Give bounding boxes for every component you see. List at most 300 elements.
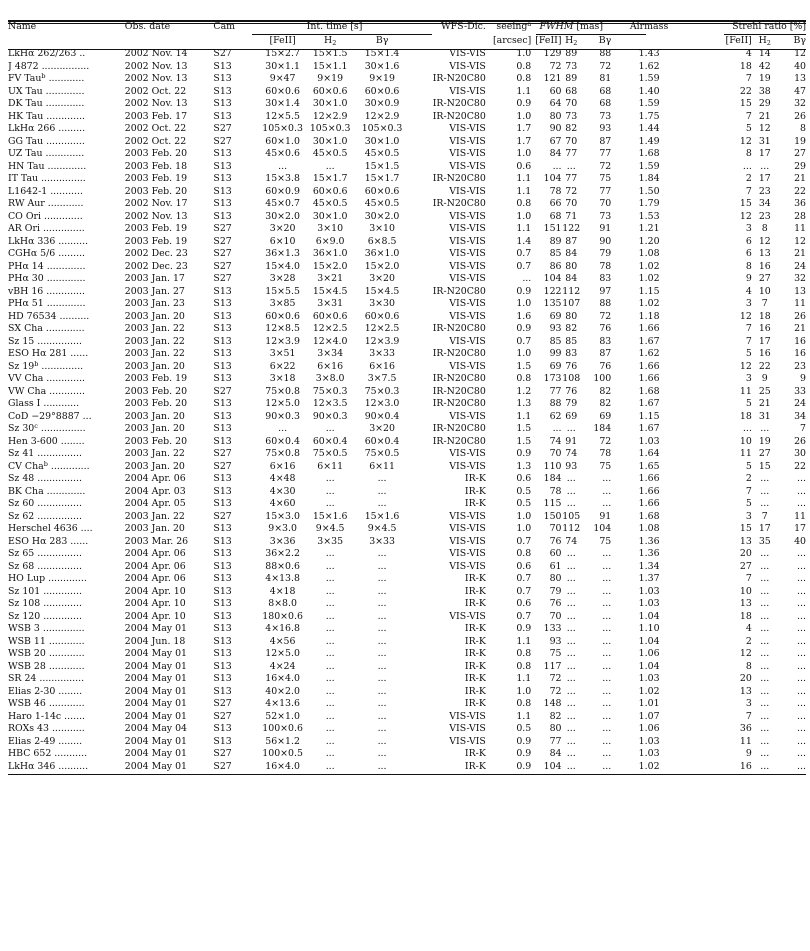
- cell-f2: ...: [566, 748, 576, 759]
- cell-f1: 79: [549, 585, 562, 597]
- table-row: [8, 436, 806, 449]
- cell-f3: 76: [599, 360, 612, 372]
- cell-t2: 60×0.6: [312, 310, 348, 322]
- cell-f3: 77: [599, 148, 612, 159]
- cell-seeing: 0.8: [516, 60, 532, 72]
- cell-t3: 30×1.0: [364, 135, 400, 147]
- cell-seeing: 0.6: [516, 560, 532, 572]
- cell-cam: S27: [213, 273, 232, 284]
- cell-f2: 74: [565, 448, 578, 459]
- cell-name: WSB 3 ..............: [8, 623, 85, 634]
- cell-name: ROXs 43 ...........: [8, 723, 85, 734]
- cell-f2: ...: [566, 585, 576, 597]
- cell-f3: 104: [593, 523, 612, 534]
- cell-date: 2004 May 01: [124, 623, 187, 634]
- cell-air: 1.68: [638, 385, 660, 397]
- cell-f1: 64: [549, 98, 562, 109]
- cell-s2: 17: [758, 523, 771, 534]
- cell-t1: 3×51: [269, 348, 296, 359]
- cell-t2: ...: [325, 623, 335, 634]
- cell-s2: 35: [758, 535, 771, 547]
- cell-t3: 75×0.3: [364, 385, 400, 397]
- int-time-underline: [252, 34, 432, 35]
- cell-s3: 23: [794, 360, 806, 372]
- table-row: [8, 73, 806, 86]
- cell-name: vBH 16 .............: [8, 285, 85, 297]
- cell-t1: 3×85: [269, 298, 296, 309]
- cell-f1: 76: [549, 535, 562, 547]
- cell-f2: 69: [565, 410, 578, 422]
- cell-cam: S13: [213, 623, 232, 634]
- cell-s1: 11: [739, 385, 752, 397]
- cell-s2: ...: [760, 760, 770, 772]
- cell-t2: 75×0.3: [312, 385, 348, 397]
- cell-t1: ...: [278, 423, 288, 434]
- cell-wfs: VIS-VIS: [449, 523, 486, 534]
- cell-air: 1.02: [638, 260, 660, 272]
- cell-cam: S13: [213, 685, 232, 697]
- cell-wfs: IR-K: [464, 760, 486, 772]
- cell-s2: 17: [758, 335, 771, 347]
- cell-s3: ...: [797, 648, 806, 659]
- cell-f2: ...: [566, 635, 576, 647]
- cell-t3: 3×33: [369, 535, 395, 547]
- cell-s3: 28: [794, 210, 806, 222]
- cell-t2: 15×1.7: [312, 173, 348, 184]
- table-bottom-rule: [8, 774, 806, 775]
- cell-date: 2003 Feb. 19: [124, 173, 188, 184]
- cell-name: FV Tau$^b$ ............: [8, 73, 85, 84]
- cell-t1: 60×0.6: [265, 310, 300, 322]
- table-row: [8, 448, 806, 461]
- table-row: [8, 586, 806, 599]
- cell-t3: 36×1.0: [364, 248, 400, 259]
- cell-f3: ...: [602, 735, 612, 747]
- table-row: [8, 473, 806, 486]
- cell-s2: ...: [760, 160, 770, 172]
- cell-s2: 12: [758, 123, 771, 134]
- cell-name: LkHα 262/263 ..: [8, 48, 86, 59]
- cell-f2: ...: [566, 485, 576, 497]
- table-row: [8, 361, 806, 374]
- cell-f1: 86: [549, 260, 562, 272]
- cell-air: 1.59: [638, 160, 660, 172]
- cell-f1: 80: [549, 723, 562, 734]
- cell-s2: 22: [758, 360, 771, 372]
- cell-s2: ...: [760, 548, 770, 559]
- cell-air: 1.03: [638, 735, 660, 747]
- cell-wfs: IR-K: [464, 585, 486, 597]
- cell-t2: 12×4.0: [312, 335, 348, 347]
- table-row: [8, 136, 806, 149]
- cell-s3: ...: [797, 585, 806, 597]
- cell-t3: ...: [377, 560, 387, 572]
- cell-s1: 2: [745, 635, 752, 647]
- cell-f3: 75: [599, 460, 612, 472]
- table-row: [8, 711, 806, 724]
- table-row: [8, 348, 806, 361]
- cell-air: 1.43: [638, 48, 660, 59]
- cell-cam: S13: [213, 310, 232, 322]
- table-row: [8, 498, 806, 511]
- cell-s2: ...: [760, 660, 770, 672]
- cell-s1: 12: [739, 360, 752, 372]
- cell-name: Haro 1-14c .......: [8, 710, 86, 722]
- cell-air: 1.01: [638, 698, 660, 709]
- cell-name: HO Lup .............: [8, 573, 87, 584]
- cell-s3: ...: [797, 698, 806, 709]
- cell-s1: 12: [739, 310, 752, 322]
- cell-s3: 34: [794, 410, 806, 422]
- cell-f3: 97: [599, 285, 612, 297]
- cell-t3: 6×8.5: [367, 235, 397, 247]
- cell-name: L1642-1 ...........: [8, 185, 83, 197]
- cell-s1: 7: [745, 573, 752, 584]
- cell-f2: ...: [566, 698, 576, 709]
- cell-t1: 6×10: [269, 235, 296, 247]
- cell-air: 1.67: [638, 398, 660, 409]
- cell-cam: S13: [213, 585, 232, 597]
- cell-wfs: IR-N20C80: [432, 173, 486, 184]
- cell-f3: 73: [599, 210, 612, 222]
- cell-s3: 11: [794, 298, 806, 309]
- cell-name: Elias 2-30 ........: [8, 685, 83, 697]
- cell-seeing: 0.8: [516, 373, 532, 384]
- cell-t3: ...: [377, 548, 387, 559]
- cell-s3: 24: [794, 260, 806, 272]
- cell-f1: 89: [549, 235, 562, 247]
- cell-f1: 67: [549, 135, 562, 147]
- cell-s3: ...: [797, 660, 806, 672]
- cell-air: 1.21: [638, 223, 660, 234]
- cell-t2: 9×19: [317, 73, 344, 84]
- cell-air: 1.15: [638, 285, 660, 297]
- cell-t3: 12×2.5: [364, 323, 400, 334]
- cell-s3: 29: [794, 160, 806, 172]
- cell-f2: 85: [565, 335, 578, 347]
- cell-wfs: VIS-VIS: [449, 48, 486, 59]
- cell-t3: 3×20: [369, 423, 395, 434]
- cell-t3: ...: [377, 660, 387, 672]
- cell-f3: 82: [599, 398, 612, 409]
- cell-s2: ...: [760, 585, 770, 597]
- cell-seeing: ...: [522, 273, 532, 284]
- cell-f1: 85: [549, 335, 562, 347]
- cell-s1: 9: [745, 273, 752, 284]
- table-row: [8, 111, 806, 124]
- cell-t1: 40×2.0: [265, 685, 300, 697]
- cell-t3: ...: [377, 585, 387, 597]
- cell-wfs: VIS-VIS: [449, 723, 486, 734]
- header-row-main: [8, 20, 806, 34]
- cell-f1: ...: [552, 423, 562, 434]
- cell-cam: S13: [213, 410, 232, 422]
- cell-f1: 72: [549, 685, 562, 697]
- cell-seeing: 0.7: [516, 260, 532, 272]
- cell-s2: ...: [760, 635, 770, 647]
- cell-t3: 15×1.4: [364, 48, 400, 59]
- cell-t3: 6×16: [369, 360, 395, 372]
- cell-t3: 12×3.0: [364, 398, 400, 409]
- table-row: [8, 323, 806, 336]
- cell-t3: ...: [377, 673, 387, 684]
- cell-cam: S13: [213, 598, 232, 609]
- cell-t2: ...: [325, 685, 335, 697]
- table-row: [8, 223, 806, 236]
- cell-name: Sz 101 .............: [8, 585, 82, 597]
- cell-air: 1.49: [638, 135, 660, 147]
- cell-f1: 121: [543, 73, 562, 84]
- cell-seeing: 0.5: [516, 485, 532, 497]
- cell-s1: 10: [739, 585, 752, 597]
- cell-s2: 23: [758, 210, 771, 222]
- cell-t2: ...: [325, 585, 335, 597]
- cell-t2: 3×35: [317, 535, 344, 547]
- cell-wfs: VIS-VIS: [449, 610, 486, 622]
- cell-t2: ...: [325, 560, 335, 572]
- cell-s3: ...: [797, 760, 806, 772]
- cell-f3: ...: [602, 660, 612, 672]
- cell-seeing: 0.8: [516, 73, 532, 84]
- cell-s3: 30: [794, 448, 806, 459]
- cell-s2: ...: [760, 473, 770, 484]
- cell-date: 2002 Oct. 22: [124, 123, 187, 134]
- sub-header-seeing-unit: [arcsec]: [493, 35, 532, 46]
- cell-wfs: IR-K: [464, 648, 486, 659]
- table-row: [8, 598, 806, 611]
- cell-air: 1.68: [638, 510, 660, 522]
- cell-f2: ...: [566, 423, 576, 434]
- cell-t2: 3×34: [317, 348, 344, 359]
- cell-f2: 79: [565, 398, 578, 409]
- cell-air: 1.59: [638, 73, 660, 84]
- cell-seeing: 1.1: [516, 223, 532, 234]
- cell-date: 2002 Dec. 23: [124, 260, 188, 272]
- cell-f2: 80: [565, 310, 578, 322]
- cell-t2: ...: [325, 610, 335, 622]
- cell-s1: 22: [739, 85, 752, 97]
- cell-name: Sz 65 ...............: [8, 548, 82, 559]
- cell-cam: S13: [213, 85, 232, 97]
- cell-f3: 68: [599, 98, 612, 109]
- cell-f1: 75: [549, 648, 562, 659]
- cell-cam: S27: [213, 510, 232, 522]
- cell-t3: 105×0.3: [361, 123, 403, 134]
- cell-t1: 16×4.0: [265, 673, 300, 684]
- cell-s3: ...: [797, 485, 806, 497]
- cell-cam: S27: [213, 223, 232, 234]
- cell-t2: 12×2.5: [312, 323, 348, 334]
- cell-t1: 4×18: [269, 585, 296, 597]
- cell-t2: 15×1.6: [312, 510, 348, 522]
- cell-s1: ...: [742, 160, 752, 172]
- cell-f3: ...: [602, 760, 612, 772]
- cell-air: 1.02: [638, 273, 660, 284]
- cell-f2: ...: [566, 548, 576, 559]
- cell-seeing: 1.6: [516, 310, 532, 322]
- cell-air: 1.08: [638, 248, 660, 259]
- cell-s3: 17: [794, 523, 806, 534]
- cell-date: 2003 Feb. 17: [124, 110, 188, 122]
- cell-s1: 36: [739, 723, 752, 734]
- cell-t1: 180×0.6: [262, 610, 303, 622]
- cell-date: 2003 Jan. 22: [124, 348, 185, 359]
- cell-f2: 74: [565, 535, 578, 547]
- cell-f2: 71: [565, 210, 578, 222]
- table-row: [8, 186, 806, 199]
- cell-f1: 70: [549, 610, 562, 622]
- cell-f1: 135: [543, 298, 562, 309]
- cell-f3: 88: [599, 298, 612, 309]
- cell-f1: 115: [543, 498, 562, 509]
- cell-f1: 69: [549, 310, 562, 322]
- cell-date: 2003 Jan. 22: [124, 510, 185, 522]
- cell-seeing: 0.9: [516, 448, 532, 459]
- cell-f1: 72: [549, 60, 562, 72]
- cell-t2: 105×0.3: [309, 123, 351, 134]
- cell-wfs: VIS-VIS: [449, 448, 486, 459]
- cell-t1: 12×5.5: [265, 110, 300, 122]
- cell-wfs: VIS-VIS: [449, 160, 486, 172]
- cell-cam: S27: [213, 760, 232, 772]
- cell-wfs: VIS-VIS: [449, 223, 486, 234]
- cell-s3: ...: [797, 685, 806, 697]
- cell-f3: ...: [602, 485, 612, 497]
- cell-s2: ...: [760, 710, 770, 722]
- cell-f2: ...: [566, 560, 576, 572]
- cell-wfs: VIS-VIS: [449, 60, 486, 72]
- col-header-cam: Cam: [213, 21, 236, 32]
- cell-f3: ...: [602, 623, 612, 634]
- table-row: [8, 161, 806, 174]
- cell-t3: ...: [377, 685, 387, 697]
- cell-s1: 15: [739, 198, 752, 209]
- cell-cam: S13: [213, 298, 232, 309]
- cell-date: 2003 Feb. 20: [124, 185, 188, 197]
- cell-t2: 75×0.5: [312, 448, 348, 459]
- cell-t3: ...: [377, 698, 387, 709]
- cell-name: VW Cha ............: [8, 385, 85, 397]
- cell-cam: S13: [213, 723, 232, 734]
- cell-f3: 73: [599, 110, 612, 122]
- cell-s1: 15: [739, 523, 752, 534]
- cell-f3: 81: [599, 73, 612, 84]
- cell-seeing: 0.8: [516, 548, 532, 559]
- cell-t1: 4×30: [269, 485, 296, 497]
- cell-s2: 27: [758, 448, 771, 459]
- cell-name: RW Aur ............: [8, 198, 84, 209]
- cell-s1: 4: [745, 48, 752, 59]
- cell-wfs: IR-N20C80: [432, 285, 486, 297]
- cell-s1: 5: [745, 498, 752, 509]
- cell-f1: 151: [543, 223, 562, 234]
- cell-s3: 24: [794, 398, 806, 409]
- cell-f3: 83: [599, 335, 612, 347]
- cell-t1: 3×20: [269, 223, 296, 234]
- cell-s1: 7: [745, 323, 752, 334]
- cell-t2: ...: [325, 760, 335, 772]
- sub-header-fwhm-h2: $H_2$: [565, 35, 578, 47]
- cell-s3: ...: [797, 635, 806, 647]
- cell-s3: 40: [794, 60, 806, 72]
- cell-f1: 78: [549, 185, 562, 197]
- cell-wfs: VIS-VIS: [449, 260, 486, 272]
- table-row: [8, 486, 806, 499]
- cell-s3: ...: [797, 723, 806, 734]
- cell-f3: 72: [599, 435, 612, 447]
- cell-seeing: 1.5: [516, 423, 532, 434]
- cell-t1: 9×3.0: [268, 523, 297, 534]
- cell-f2: 82: [565, 323, 578, 334]
- cell-name: LkHα 336 ..........: [8, 235, 89, 247]
- table-row: [8, 648, 806, 661]
- cell-t1: 15×3.0: [265, 510, 300, 522]
- cell-t2: 15×2.0: [312, 260, 348, 272]
- cell-wfs: IR-N20C80: [432, 73, 486, 84]
- cell-s3: ...: [797, 598, 806, 609]
- table-row: [8, 723, 806, 736]
- cell-f2: 87: [565, 235, 578, 247]
- cell-t2: ...: [325, 635, 335, 647]
- cell-wfs: IR-N20C80: [432, 398, 486, 409]
- table-row: [8, 86, 806, 99]
- cell-s1: 27: [739, 560, 752, 572]
- cell-name: Sz 19$^b$ ..............: [8, 360, 84, 372]
- cell-s2: 23: [758, 185, 771, 197]
- cell-s3: 47: [794, 85, 806, 97]
- col-header-airmass: Airmass: [629, 21, 669, 32]
- header-row-sub: [8, 34, 806, 48]
- cell-seeing: 0.7: [516, 248, 532, 259]
- cell-t3: 15×1.5: [364, 160, 400, 172]
- cell-wfs: VIS-VIS: [449, 410, 486, 422]
- cell-t1: 60×0.9: [265, 185, 300, 197]
- cell-s2: 14: [758, 48, 771, 59]
- cell-wfs: IR-K: [464, 473, 486, 484]
- cell-air: 1.66: [638, 323, 660, 334]
- cell-f3: 72: [599, 310, 612, 322]
- cell-f2: 80: [565, 260, 578, 272]
- cell-s1: 2: [745, 473, 752, 484]
- cell-s2: 19: [758, 73, 771, 84]
- cell-f1: 104: [543, 760, 562, 772]
- cell-name: Sz 62 ...............: [8, 510, 82, 522]
- table-row: [8, 536, 806, 549]
- cell-t3: 60×0.6: [364, 85, 400, 97]
- cell-t1: 3×28: [269, 273, 296, 284]
- cell-air: 1.07: [638, 710, 660, 722]
- cell-f3: 75: [599, 535, 612, 547]
- cell-f2: 112: [562, 285, 581, 297]
- cell-name: ESO Hα 281 ......: [8, 348, 89, 359]
- cell-air: 1.04: [638, 660, 660, 672]
- cell-t2: ...: [325, 698, 335, 709]
- cell-t2: ...: [325, 573, 335, 584]
- cell-s2: ...: [760, 623, 770, 634]
- cell-wfs: VIS-VIS: [449, 273, 486, 284]
- observation-log-table: [8, 20, 806, 773]
- table-row: [8, 523, 806, 536]
- cell-s2: ...: [760, 748, 770, 759]
- cell-air: 1.03: [638, 435, 660, 447]
- cell-f1: 90: [549, 123, 562, 134]
- cell-wfs: IR-K: [464, 673, 486, 684]
- cell-wfs: VIS-VIS: [449, 460, 486, 472]
- cell-name: Hen 3-600 ........: [8, 435, 85, 447]
- cell-air: 1.66: [638, 498, 660, 509]
- cell-wfs: VIS-VIS: [449, 135, 486, 147]
- cell-seeing: 1.1: [516, 173, 532, 184]
